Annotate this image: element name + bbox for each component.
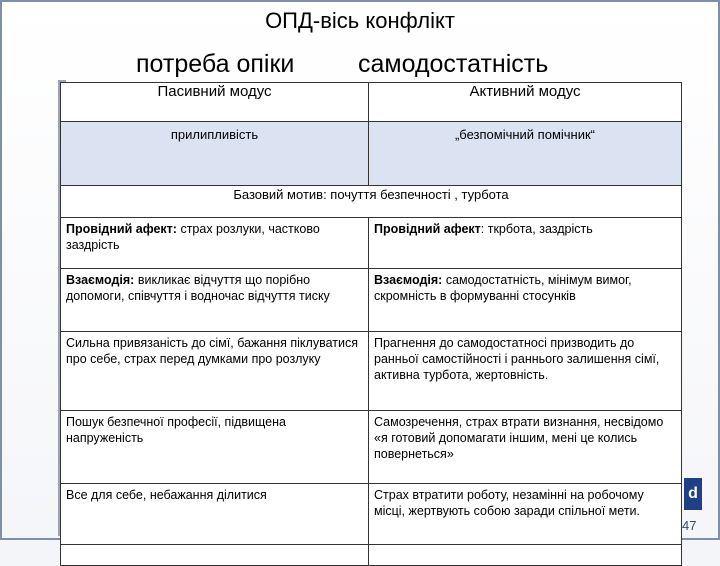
cell-right bbox=[369, 218, 682, 269]
cell-label: Провідний афект bbox=[374, 222, 481, 236]
table-row-motive bbox=[61, 186, 682, 218]
cell-text: : ткрбота, заздрість bbox=[480, 222, 593, 236]
table-row bbox=[61, 269, 682, 332]
cell-text: викликає відчуття що порібно допомоги, співчуття і водночас відчуття тиску bbox=[66, 273, 330, 303]
cell-right: Прагнення до самодостатносі призводить до ранньої самостійності і раннього залишення сімї, активна турбота, жертовність. bbox=[369, 332, 682, 411]
table-row bbox=[61, 484, 682, 545]
cell-left bbox=[61, 545, 369, 566]
cell-subtype-left: прилипливість bbox=[61, 122, 369, 186]
cell-active-modus: Активний модус bbox=[369, 83, 682, 122]
table-row-modus bbox=[61, 83, 682, 122]
header-right: самодостатність bbox=[358, 50, 549, 78]
cell-subtype-right: „безпомічний помічник“ bbox=[369, 122, 682, 186]
cell-left bbox=[61, 269, 369, 332]
table-row bbox=[61, 411, 682, 484]
cell-left: Все для себе, небажання ділитися bbox=[61, 484, 369, 545]
cell-label: Взаємодія: bbox=[66, 273, 135, 287]
cell-right bbox=[369, 269, 682, 332]
cell-label: Провідний афект: bbox=[66, 222, 177, 236]
cell-right: Страх втратити роботу, незамінні на робочому місці, жертвують собою заради спільної мети. bbox=[369, 484, 682, 545]
page-number: 47 bbox=[682, 518, 697, 533]
table-row-partial bbox=[61, 545, 682, 566]
cell-left: Сильна привязаність до сімї, бажання піклуватися про себе, страх перед думками про розлуку bbox=[61, 332, 369, 411]
comparison-table bbox=[60, 82, 682, 566]
header-left: потреба опіки bbox=[136, 50, 295, 78]
slide-title: ОПД-вісь конфлікт bbox=[265, 8, 455, 33]
cell-base-motive: Базовий мотив: почуття безпечності , турбота bbox=[61, 186, 682, 218]
cell-right: Самозречення, страх втрати визнання, несвідомо «я готовий допомагати іншим, мені це колись повернеться» bbox=[369, 411, 682, 484]
cell-left bbox=[61, 218, 369, 269]
side-tab: d bbox=[684, 478, 702, 510]
table-row-subtypes bbox=[61, 122, 682, 186]
cell-label: Взаємодія: bbox=[374, 273, 443, 287]
cell-passive-modus: Пасивний модус bbox=[61, 83, 369, 122]
cell-left: Пошук безпечної професії, підвищена напруженість bbox=[61, 411, 369, 484]
cell-text: самодостатність, мінімум вимог, скромність в формуванні стосунків bbox=[374, 273, 632, 303]
cell-text: страх розлуки, частково заздрість bbox=[66, 222, 320, 252]
cell-right bbox=[369, 545, 682, 566]
table-row bbox=[61, 332, 682, 411]
table-row bbox=[61, 218, 682, 269]
